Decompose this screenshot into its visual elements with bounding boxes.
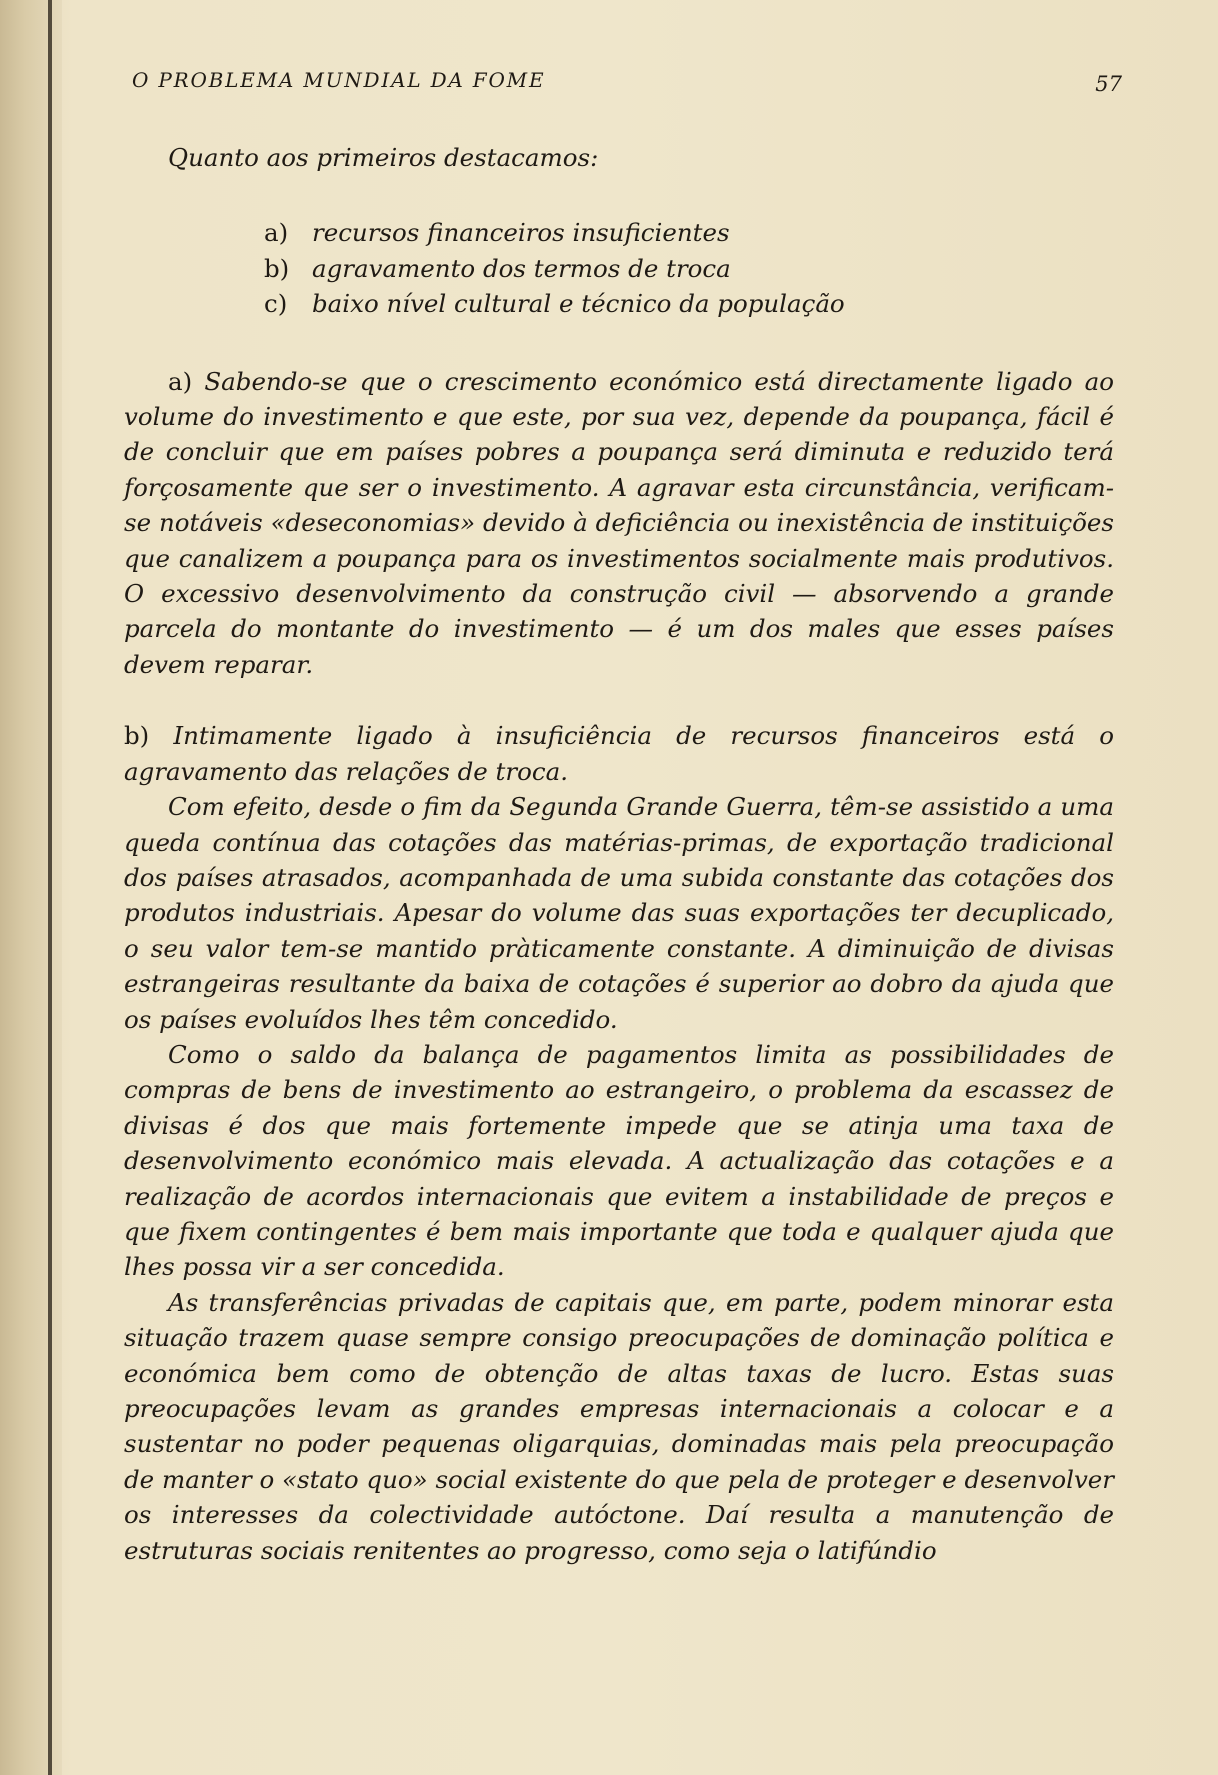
- page-number: 57: [1095, 72, 1122, 96]
- section-a-text: Sabendo-se que o crescimento económico está directamente ligado ao volume do investimento e que este, por sua vez, depende da poupança, fácil é de concluir que em países pobres a poupança será diminuta e reduzido terá forçosamente que ser o investimento. A agravar esta circunstância, verificam-se notáveis «deseconomias» devido à deficiência ou inexistência de instituições que canalizem a poupança para os investimentos socialmente mais produtivos. O excessivo desenvolvimento da construção civil — absorvendo a grande parcela do montante do investimento — é um dos males que esses países devem reparar.: [124, 366, 1114, 679]
- list-item: [264, 215, 1114, 250]
- list-marker: a): [264, 218, 289, 248]
- list-item-text: agravamento dos termos de troca: [312, 253, 731, 283]
- list-marker: b): [264, 253, 290, 283]
- body-paragraph: Com efeito, desde o fim da Segunda Grande Guerra, têm-se assistido a uma queda contínua das cotações das matérias-primas, de exportação tradicional dos países atrasados, acompanhada de uma subida constante das cotações dos produtos industriais. Apesar do volume das suas exportações ter decuplicado, o seu valor tem-se mantido pràticamente constante. A diminuição de divisas estrangeiras resultante da baixa de cotações é superior ao dobro da ajuda que os países evoluídos lhes têm concedido.: [124, 792, 1114, 1034]
- body-paragraph: Como o saldo da balança de pagamentos limita as possibilidades de compras de bens de investimento ao estrangeiro, o problema da escassez de divisas é dos que mais fortemente impede que se atinja uma taxa de desenvolvimento económico mais elevada. A actualização das cotações e a realização de acordos internacionais que evitem a instabilidade de preços e que fixem contingentes é bem mais importante que toda e qualquer ajuda que lhes possa vir a ser concedida.: [124, 1039, 1114, 1282]
- running-title: O PROBLEMA MUNDIAL DA FOME: [132, 68, 546, 92]
- list-marker: c): [264, 289, 288, 319]
- page-body: [124, 140, 1114, 1568]
- list-item-text: baixo nível cultural e técnico da população: [312, 289, 845, 319]
- cause-list: [264, 215, 1114, 321]
- section-a-paragraph: [124, 364, 1114, 683]
- page-header: [132, 62, 1122, 102]
- section-b-text: Intimamente ligado à insuficiência de recursos financeiros está o agravamento das relações de troca.: [124, 721, 1114, 786]
- list-item: [264, 251, 1114, 286]
- body-paragraph: As transferências privadas de capitais que, em parte, podem minorar esta situação trazem quase sempre consigo preocupações de dominação política e económica bem como de obtenção de altas taxas de lucro. Estas suas preocupações levam as grandes empresas internacionais a colocar e a sustentar no poder pequenas oligarquias, dominadas mais pela preocupação de manter o «stato quo» social existente do que pela de proteger e desenvolver os interesses da colectividade autóctone. Daí resulta a manutenção de estruturas sociais renitentes ao progresso, como seja o latifúndio: [124, 1287, 1114, 1565]
- intro-line: Quanto aos primeiros destacamos:: [168, 143, 599, 172]
- section-b-marker: b): [124, 721, 150, 751]
- page-gutter: [0, 0, 62, 1775]
- section-b-paragraph: [124, 718, 1114, 789]
- list-item-text: recursos financeiros insuficientes: [312, 218, 730, 248]
- section-a-marker: a): [168, 366, 193, 396]
- binding-edge: [48, 0, 52, 1775]
- list-item: [264, 286, 1114, 321]
